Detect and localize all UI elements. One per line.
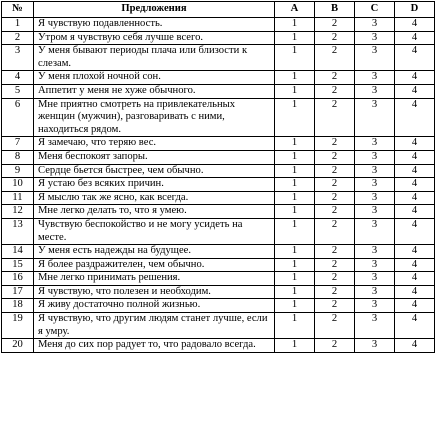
row-number: 6 xyxy=(2,98,34,137)
row-option-d: 4 xyxy=(395,191,435,205)
row-option-c: 3 xyxy=(355,45,395,71)
row-option-c: 3 xyxy=(355,299,395,313)
row-option-b: 2 xyxy=(315,272,355,286)
row-option-d: 4 xyxy=(395,84,435,98)
header-option-a: A xyxy=(275,2,315,18)
table-row xyxy=(2,218,435,244)
row-option-c: 3 xyxy=(355,178,395,192)
row-option-b: 2 xyxy=(315,45,355,71)
row-option-a: 1 xyxy=(275,245,315,259)
row-option-a: 1 xyxy=(275,218,315,244)
row-number: 8 xyxy=(2,150,34,164)
row-number: 9 xyxy=(2,164,34,178)
row-option-b: 2 xyxy=(315,18,355,32)
row-option-d: 4 xyxy=(395,258,435,272)
row-sentence: Я живу достаточно полной жизнью. xyxy=(34,299,275,313)
row-option-b: 2 xyxy=(315,285,355,299)
row-option-b: 2 xyxy=(315,71,355,85)
row-number: 19 xyxy=(2,313,34,339)
row-option-a: 1 xyxy=(275,18,315,32)
row-option-c: 3 xyxy=(355,313,395,339)
row-number: 5 xyxy=(2,84,34,98)
row-number: 10 xyxy=(2,178,34,192)
row-option-b: 2 xyxy=(315,178,355,192)
row-option-d: 4 xyxy=(395,313,435,339)
row-option-a: 1 xyxy=(275,205,315,219)
header-option-c: C xyxy=(355,2,395,18)
row-sentence: Сердце бьется быстрее, чем обычно. xyxy=(34,164,275,178)
row-option-d: 4 xyxy=(395,98,435,137)
row-option-d: 4 xyxy=(395,178,435,192)
header-number: № xyxy=(2,2,34,18)
row-option-a: 1 xyxy=(275,339,315,353)
row-option-a: 1 xyxy=(275,150,315,164)
row-number: 16 xyxy=(2,272,34,286)
row-option-a: 1 xyxy=(275,164,315,178)
row-option-a: 1 xyxy=(275,299,315,313)
row-option-b: 2 xyxy=(315,164,355,178)
row-sentence: Меня до сих пор радует то, что радовало всегда. xyxy=(34,339,275,353)
row-option-c: 3 xyxy=(355,18,395,32)
row-number: 11 xyxy=(2,191,34,205)
table-body xyxy=(2,18,435,353)
row-number: 3 xyxy=(2,45,34,71)
row-option-d: 4 xyxy=(395,31,435,45)
row-option-c: 3 xyxy=(355,245,395,259)
row-option-c: 3 xyxy=(355,98,395,137)
row-sentence: Я более раздражителен, чем обычно. xyxy=(34,258,275,272)
row-option-c: 3 xyxy=(355,218,395,244)
row-option-d: 4 xyxy=(395,164,435,178)
row-option-b: 2 xyxy=(315,339,355,353)
row-number: 15 xyxy=(2,258,34,272)
table-row xyxy=(2,31,435,45)
table-row xyxy=(2,205,435,219)
row-option-c: 3 xyxy=(355,258,395,272)
row-option-b: 2 xyxy=(315,98,355,137)
row-sentence: Я мыслю так же ясно, как всегда. xyxy=(34,191,275,205)
row-option-a: 1 xyxy=(275,71,315,85)
row-option-b: 2 xyxy=(315,137,355,151)
row-option-c: 3 xyxy=(355,205,395,219)
row-option-a: 1 xyxy=(275,45,315,71)
table-row xyxy=(2,178,435,192)
row-option-d: 4 xyxy=(395,272,435,286)
row-option-c: 3 xyxy=(355,71,395,85)
row-option-c: 3 xyxy=(355,150,395,164)
table-row xyxy=(2,299,435,313)
row-option-a: 1 xyxy=(275,98,315,137)
header-option-d: D xyxy=(395,2,435,18)
row-option-d: 4 xyxy=(395,245,435,259)
row-sentence: Утром я чувствую себя лучше всего. xyxy=(34,31,275,45)
row-sentence: Я замечаю, что теряю вес. xyxy=(34,137,275,151)
row-option-b: 2 xyxy=(315,31,355,45)
row-option-a: 1 xyxy=(275,178,315,192)
row-option-a: 1 xyxy=(275,313,315,339)
table-row xyxy=(2,339,435,353)
row-option-b: 2 xyxy=(315,258,355,272)
row-option-a: 1 xyxy=(275,272,315,286)
row-option-d: 4 xyxy=(395,218,435,244)
row-option-c: 3 xyxy=(355,191,395,205)
row-option-a: 1 xyxy=(275,31,315,45)
row-option-d: 4 xyxy=(395,299,435,313)
table-row xyxy=(2,98,435,137)
row-option-b: 2 xyxy=(315,205,355,219)
questionnaire-table xyxy=(1,1,435,353)
row-option-d: 4 xyxy=(395,339,435,353)
table-row xyxy=(2,285,435,299)
row-option-d: 4 xyxy=(395,285,435,299)
row-option-a: 1 xyxy=(275,137,315,151)
row-option-d: 4 xyxy=(395,205,435,219)
row-option-b: 2 xyxy=(315,191,355,205)
row-option-c: 3 xyxy=(355,339,395,353)
row-sentence: Мне легко делать то, что я умею. xyxy=(34,205,275,219)
row-number: 20 xyxy=(2,339,34,353)
row-sentence: Я чувствую, что полезен и необходим. xyxy=(34,285,275,299)
row-option-a: 1 xyxy=(275,258,315,272)
row-sentence: Чувствую беспокойство и не могу усидеть на месте. xyxy=(34,218,275,244)
row-option-a: 1 xyxy=(275,84,315,98)
table-row xyxy=(2,313,435,339)
row-option-c: 3 xyxy=(355,272,395,286)
table-row xyxy=(2,137,435,151)
row-sentence: Мне приятно смотреть на привлекательных женщин (мужчин), разговаривать с ними, находиться рядом. xyxy=(34,98,275,137)
row-option-c: 3 xyxy=(355,285,395,299)
row-number: 18 xyxy=(2,299,34,313)
row-sentence: У меня есть надежды на будущее. xyxy=(34,245,275,259)
row-sentence: Аппетит у меня не хуже обычного. xyxy=(34,84,275,98)
table-row xyxy=(2,18,435,32)
row-option-a: 1 xyxy=(275,191,315,205)
header-option-b: B xyxy=(315,2,355,18)
row-option-c: 3 xyxy=(355,84,395,98)
row-option-b: 2 xyxy=(315,299,355,313)
row-option-c: 3 xyxy=(355,137,395,151)
table-row xyxy=(2,71,435,85)
table-row xyxy=(2,258,435,272)
table-row xyxy=(2,84,435,98)
table-row xyxy=(2,150,435,164)
header-sentences: Предложения xyxy=(34,2,275,18)
row-number: 7 xyxy=(2,137,34,151)
row-number: 4 xyxy=(2,71,34,85)
table-row xyxy=(2,272,435,286)
row-number: 14 xyxy=(2,245,34,259)
table-row xyxy=(2,245,435,259)
header-row xyxy=(2,2,435,18)
row-sentence: Меня беспокоят запоры. xyxy=(34,150,275,164)
row-sentence: Я чувствую, что другим людям станет лучше, если я умру. xyxy=(34,313,275,339)
table-row xyxy=(2,45,435,71)
row-option-d: 4 xyxy=(395,18,435,32)
row-option-d: 4 xyxy=(395,45,435,71)
row-number: 12 xyxy=(2,205,34,219)
table-row xyxy=(2,191,435,205)
row-option-b: 2 xyxy=(315,218,355,244)
row-sentence: У меня плохой ночной сон. xyxy=(34,71,275,85)
row-number: 17 xyxy=(2,285,34,299)
row-number: 13 xyxy=(2,218,34,244)
row-sentence: Я устаю без всяких причин. xyxy=(34,178,275,192)
row-number: 1 xyxy=(2,18,34,32)
row-number: 2 xyxy=(2,31,34,45)
table-row xyxy=(2,164,435,178)
row-option-b: 2 xyxy=(315,245,355,259)
row-sentence: Я чувствую подавленность. xyxy=(34,18,275,32)
row-option-a: 1 xyxy=(275,285,315,299)
row-option-c: 3 xyxy=(355,164,395,178)
row-option-b: 2 xyxy=(315,150,355,164)
row-option-b: 2 xyxy=(315,313,355,339)
row-sentence: Мне легко принимать решения. xyxy=(34,272,275,286)
row-option-c: 3 xyxy=(355,31,395,45)
row-option-d: 4 xyxy=(395,71,435,85)
row-option-b: 2 xyxy=(315,84,355,98)
row-sentence: У меня бывают периоды плача или близости к слезам. xyxy=(34,45,275,71)
row-option-d: 4 xyxy=(395,150,435,164)
row-option-d: 4 xyxy=(395,137,435,151)
